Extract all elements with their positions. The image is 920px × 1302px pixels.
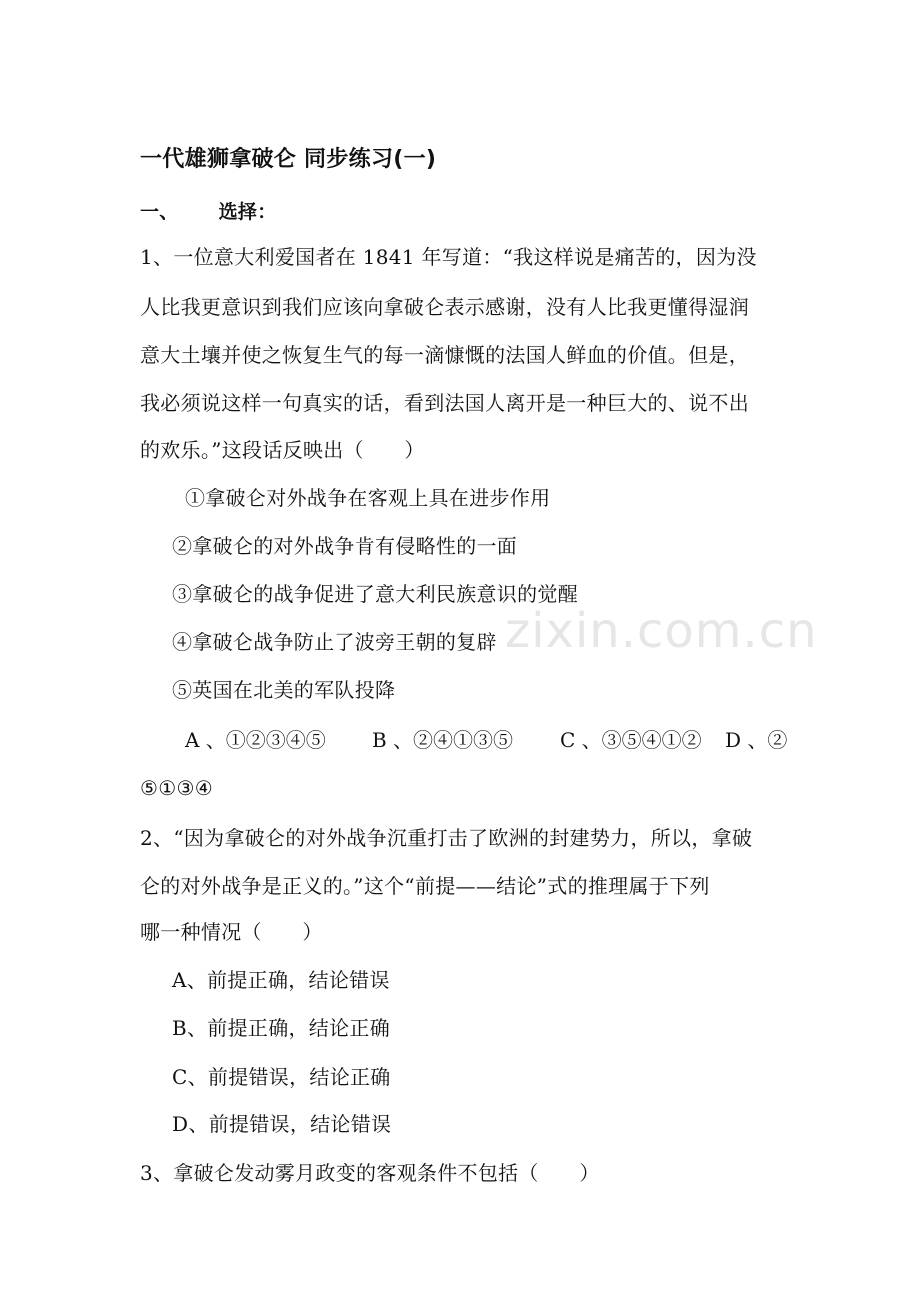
q1-line-1: 1、一位意大利爱国者在 1841 年写道：“我这样说是痛苦的，因为没 bbox=[140, 245, 757, 269]
q1-line-3: 意大土壤并使之恢复生气的每一滴慷慨的法国人鲜血的价值。但是， bbox=[140, 343, 749, 367]
section-number: 一、 bbox=[140, 201, 179, 223]
q1-choice-b: B 、②④①③⑤ bbox=[372, 728, 514, 752]
section-label: 选择： bbox=[218, 201, 277, 223]
q1-choice-d: D 、② bbox=[725, 728, 788, 752]
q1-line-2: 人比我更意识到我们应该向拿破仑表示感谢，没有人比我更懂得湿润 bbox=[140, 295, 749, 319]
watermark: zixin.com.cn bbox=[505, 603, 818, 659]
q1-item-3: ③拿破仑的战争促进了意大利民族意识的觉醒 bbox=[172, 582, 578, 606]
q2-line-3: 哪一种情况（ ） bbox=[140, 920, 323, 944]
q1-item-2: ②拿破仑的对外战争肯有侵略性的一面 bbox=[172, 534, 518, 558]
q1-choice-d-continued: ⑤①③④ bbox=[140, 776, 213, 800]
q2-option-c: C、前提错误，结论正确 bbox=[172, 1065, 391, 1089]
section-heading bbox=[140, 200, 790, 224]
q1-item-1: ①拿破仑对外战争在客观上具在进步作用 bbox=[185, 486, 551, 510]
q1-line-4: 我必须说这样一句真实的话，看到法国人离开是一种巨大的、说不出 bbox=[140, 391, 749, 415]
q1-choice-c: C 、③⑤④①② bbox=[560, 728, 702, 752]
q2-option-d: D、前提错误，结论错误 bbox=[172, 1112, 392, 1136]
q1-item-4: ④拿破仑战争防止了波旁王朝的复辟 bbox=[172, 630, 497, 654]
q2-option-a: A、前提正确，结论错误 bbox=[172, 968, 390, 992]
q2-option-b: B、前提正确，结论正确 bbox=[172, 1016, 390, 1040]
q2-line-1: 2、“因为拿破仑的对外战争沉重打击了欧洲的封建势力，所以，拿破 bbox=[140, 826, 753, 850]
document-title: 一代雄狮拿破仑 同步练习(一) bbox=[140, 147, 437, 172]
q1-item-5: ⑤英国在北美的军队投降 bbox=[172, 678, 396, 702]
q3-line-1: 3、拿破仑发动雾月政变的客观条件不包括（ ） bbox=[140, 1161, 600, 1185]
q1-line-5: 的欢乐。”这段话反映出（ ） bbox=[140, 438, 425, 462]
q1-choice-a: A 、①②③④⑤ bbox=[185, 728, 326, 752]
q2-line-2: 仑的对外战争是正义的。”这个“前提——结论”式的推理属于下列 bbox=[140, 874, 710, 898]
